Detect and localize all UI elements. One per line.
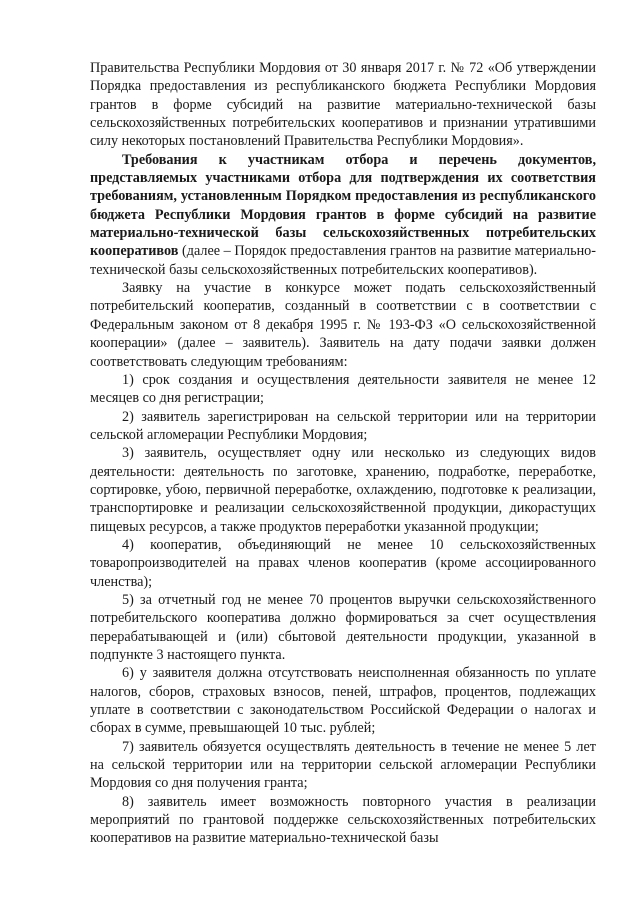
list-item-7: 7) заявитель обязуется осуществлять деятельность в течение не менее 5 лет на сельской территории или на территории сельской агломерации Республики Мордовия со дня получения гранта; — [90, 738, 596, 792]
list-item-8: 8) заявитель имеет возможность повторного участия в реализации мероприятий по грантовой поддержке сельскохозяйственных потребительских кооперативов на развитие материально-технической базы — [90, 793, 596, 847]
requirements-heading-bold: Требования к участникам отбора и перечень документов, представляемых участниками отбора для подтверждения их соответствия требованиям, установленным Порядком предоставления из республиканского бюджета Республики Мордовия грантов в форме субсидий на развитие материально-технической базы сельскохозяйственных потребительских кооперативов — [90, 151, 596, 260]
document-page — [90, 59, 596, 848]
paragraph-intro: Правительства Республики Мордовия от 30 января 2017 г. № 72 «Об утверждении Порядка предоставления из республиканского бюджета Республики Мордовия грантов в форме субсидий на развитие материально-технической базы сельскохозяйственных потребительских кооперативов и признании утратившими силу некоторых постановлений Правительства Республики Мордовия». — [90, 60, 596, 150]
paragraph-requirements-heading — [90, 151, 596, 279]
requirements-heading-rest: (далее – Порядок предоставления грантов на развитие материально-технической базы сельскохозяйственных потребительских кооперативов). — [90, 243, 596, 278]
list-item-5: 5) за отчетный год не менее 70 процентов выручки сельскохозяйственного потребительского кооператива должно формироваться за счет осуществления перерабатывающей и (или) сбытовой деятельности продукции, указанной в подпункте 3 настоящего пункта. — [90, 591, 596, 663]
paragraph-applicant: Заявку на участие в конкурсе может подать сельскохозяйственный потребительский кооператив, созданный в соответствии с в соответствии с Федеральным законом от 8 декабря 1995 г. № 193-ФЗ «О сельскохозяйственной кооперации» (далее – заявитель). Заявитель на дату подачи заявки должен соответствовать следующим требованиям: — [90, 280, 596, 370]
list-item-4: 4) кооператив, объединяющий не менее 10 сельскохозяйственных товаропроизводителей на правах членов кооператив (кроме ассоциированного членства); — [90, 536, 596, 590]
list-item-1: 1) срок создания и осуществления деятельности заявителя не менее 12 месяцев со дня регистрации; — [90, 371, 596, 407]
list-item-2: 2) заявитель зарегистрирован на сельской территории или на территории сельской агломерации Республики Мордовия; — [90, 408, 596, 443]
list-item-6: 6) у заявителя должна отсутствовать неисполненная обязанность по уплате налогов, сборов, страховых взносов, пеней, штрафов, процентов, подлежащих уплате в соответствии с законодательством Российской Федерации о налогах и сборах в сумме, превышающей 10 тыс. рублей; — [90, 665, 596, 737]
list-item-3: 3) заявитель, осуществляет одну или несколько из следующих видов деятельности: деятельность по заготовке, хранению, подработке, переработке, сортировке, убою, первичной переработке, охлаждению, подготовке к реализации, транспортировке и реализации сельскохозяйственной продукции, дикорастущих пищевых ресурсов, а также продуктов переработки указанной продукции; — [90, 445, 596, 535]
